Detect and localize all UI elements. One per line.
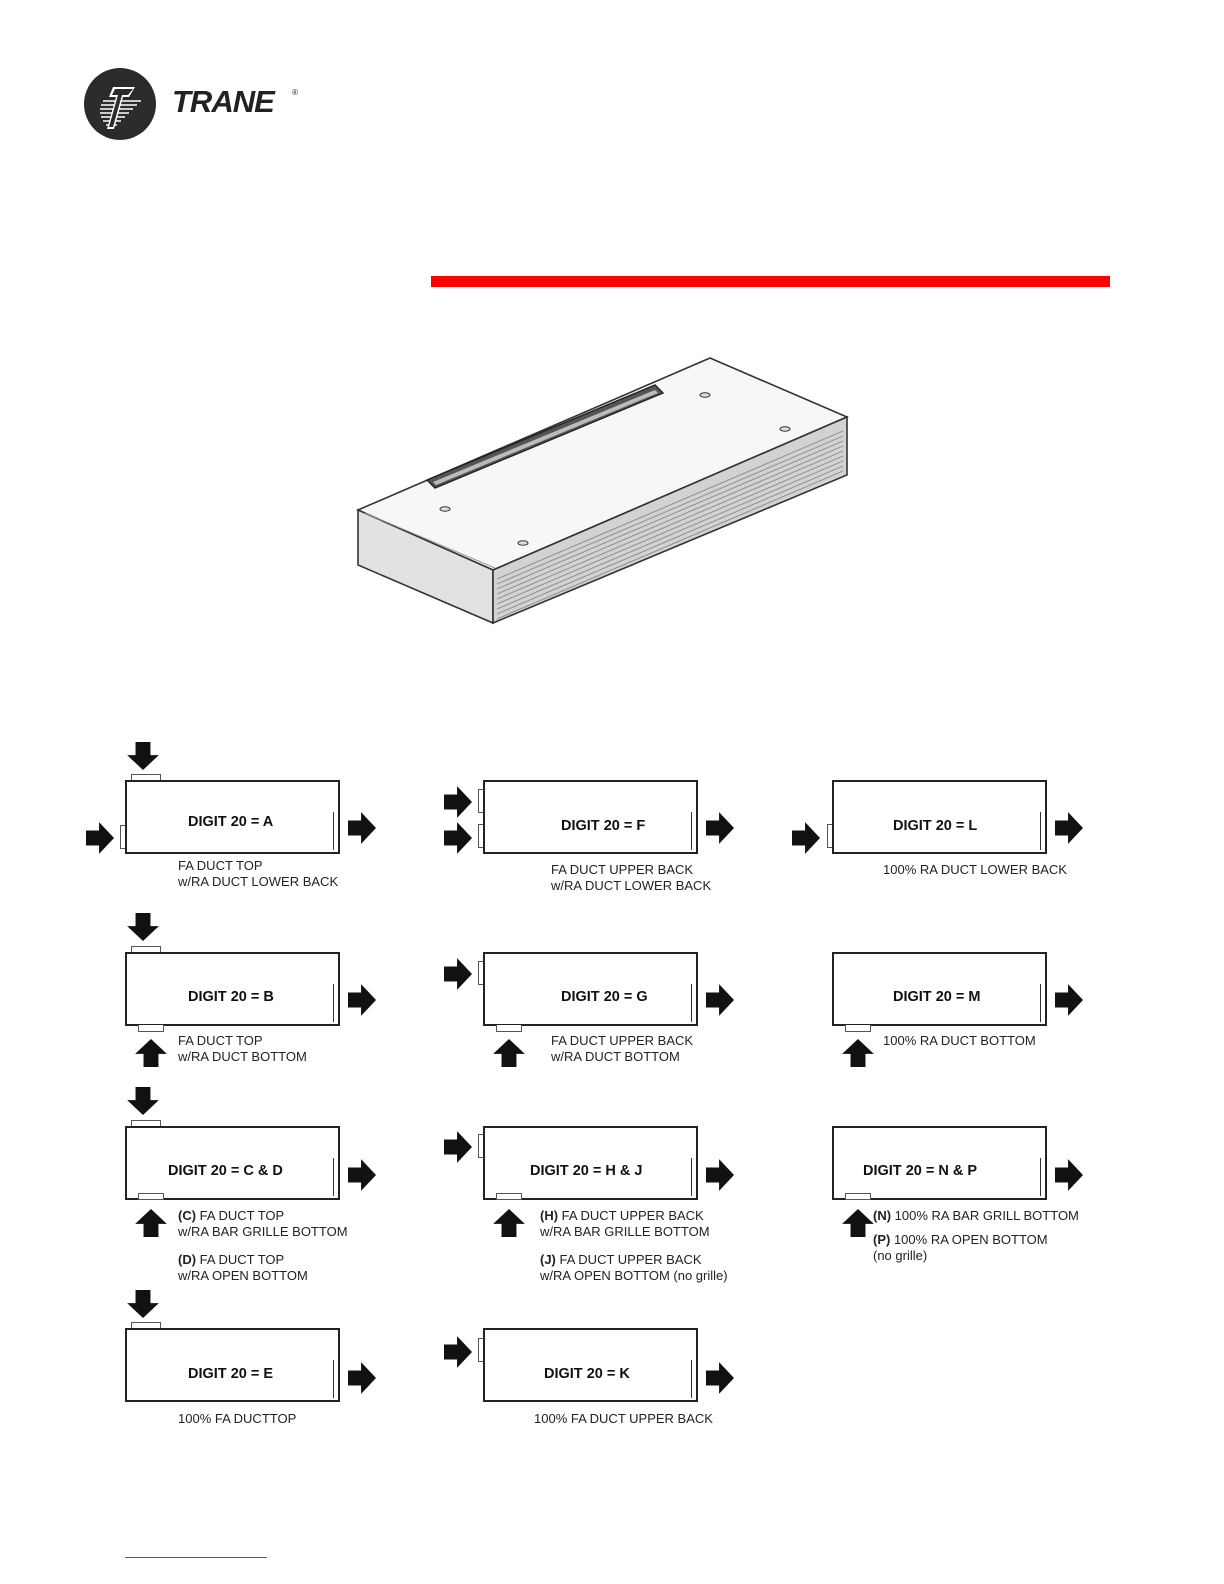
fresh-air-right-arrow-icon <box>444 958 472 990</box>
discharge-right-arrow-icon <box>348 984 376 1016</box>
diagram-caption: (C) FA DUCT TOP w/RA BAR GRILLE BOTTOM (D) FA DUCT TOP w/RA OPEN BOTTOM <box>178 1208 348 1283</box>
return-air-up-arrow-icon <box>842 1039 874 1067</box>
diagram-caption: (N) 100% RA BAR GRILL BOTTOM (P) 100% RA OPEN BOTTOM (no grille) <box>873 1208 1079 1263</box>
diagram-caption: 100% FA DUCT UPPER BACK <box>534 1411 713 1426</box>
diagram-caption: FA DUCT UPPER BACK w/RA DUCT LOWER BACK <box>551 862 712 893</box>
discharge-right-arrow-icon <box>1055 812 1083 844</box>
bottom-duct-collar <box>496 1025 522 1032</box>
fresh-air-down-arrow-icon <box>127 1290 159 1318</box>
bottom-grille-collar <box>845 1193 871 1200</box>
discharge-right-arrow-icon <box>706 812 734 844</box>
return-air-up-arrow-icon <box>135 1209 167 1237</box>
digit-label: DIGIT 20 = L <box>893 818 978 834</box>
digit-label: DIGIT 20 = K <box>544 1366 630 1382</box>
diagram-caption: (H) FA DUCT UPPER BACK w/RA BAR GRILLE BOTTOM (J) FA DUCT UPPER BACK w/RA OPEN BOTTOM (no grille) <box>540 1208 728 1283</box>
digit-label: DIGIT 20 = G <box>561 989 648 1005</box>
diagram-caption: FA DUCT UPPER BACK w/RA DUCT BOTTOM <box>551 1033 694 1064</box>
digit-label: DIGIT 20 = H & J <box>530 1163 643 1179</box>
discharge-right-arrow-icon <box>348 1362 376 1394</box>
header-red-rule <box>431 276 1110 287</box>
digit-label: DIGIT 20 = N & P <box>863 1163 978 1179</box>
trane-logo-icon <box>83 67 157 141</box>
digit-label: DIGIT 20 = E <box>188 1366 274 1382</box>
fresh-air-down-arrow-icon <box>127 913 159 941</box>
brand-name: TRANE <box>172 84 274 119</box>
return-air-up-arrow-icon <box>842 1209 874 1237</box>
discharge-right-arrow-icon <box>348 1159 376 1191</box>
discharge-right-arrow-icon <box>348 812 376 844</box>
return-air-up-arrow-icon <box>493 1209 525 1237</box>
discharge-right-arrow-icon <box>1055 984 1083 1016</box>
return-air-up-arrow-icon <box>135 1039 167 1067</box>
bottom-duct-collar <box>138 1025 164 1032</box>
diagram-caption: 100% RA DUCT BOTTOM <box>883 1033 1036 1048</box>
diagram-caption: 100% FA DUCTTOP <box>178 1411 297 1426</box>
discharge-right-arrow-icon <box>1055 1159 1083 1191</box>
digit-label: DIGIT 20 = B <box>188 989 274 1005</box>
fresh-air-down-arrow-icon <box>127 1087 159 1115</box>
diagram-caption: FA DUCT TOP w/RA DUCT LOWER BACK <box>178 858 339 889</box>
return-air-right-arrow-icon <box>86 822 114 854</box>
diagram-caption: 100% RA DUCT LOWER BACK <box>883 862 1067 877</box>
fresh-air-right-arrow-icon <box>444 786 472 818</box>
diagram-caption: FA DUCT TOP w/RA DUCT BOTTOM <box>178 1033 307 1064</box>
bottom-duct-collar <box>845 1025 871 1032</box>
unit-illustration <box>355 355 855 627</box>
unit-box <box>483 1328 698 1402</box>
footer-link-underline <box>125 1557 267 1558</box>
discharge-right-arrow-icon <box>706 984 734 1016</box>
unit-box <box>832 780 1047 854</box>
digit-label: DIGIT 20 = M <box>893 989 981 1005</box>
return-air-right-arrow-icon <box>444 822 472 854</box>
fresh-air-right-arrow-icon <box>444 1131 472 1163</box>
discharge-right-arrow-icon <box>706 1362 734 1394</box>
fresh-air-down-arrow-icon <box>127 742 159 770</box>
digit-label: DIGIT 20 = A <box>188 814 274 830</box>
registered-mark: ® <box>292 88 298 97</box>
digit-label: DIGIT 20 = C & D <box>168 1163 283 1179</box>
discharge-right-arrow-icon <box>706 1159 734 1191</box>
bottom-grille-collar <box>138 1193 164 1200</box>
digit-label: DIGIT 20 = F <box>561 818 646 834</box>
bottom-grille-collar <box>496 1193 522 1200</box>
unit-box <box>125 1328 340 1402</box>
unit-box <box>483 780 698 854</box>
return-air-up-arrow-icon <box>493 1039 525 1067</box>
fresh-air-right-arrow-icon <box>444 1336 472 1368</box>
return-air-right-arrow-icon <box>792 822 820 854</box>
